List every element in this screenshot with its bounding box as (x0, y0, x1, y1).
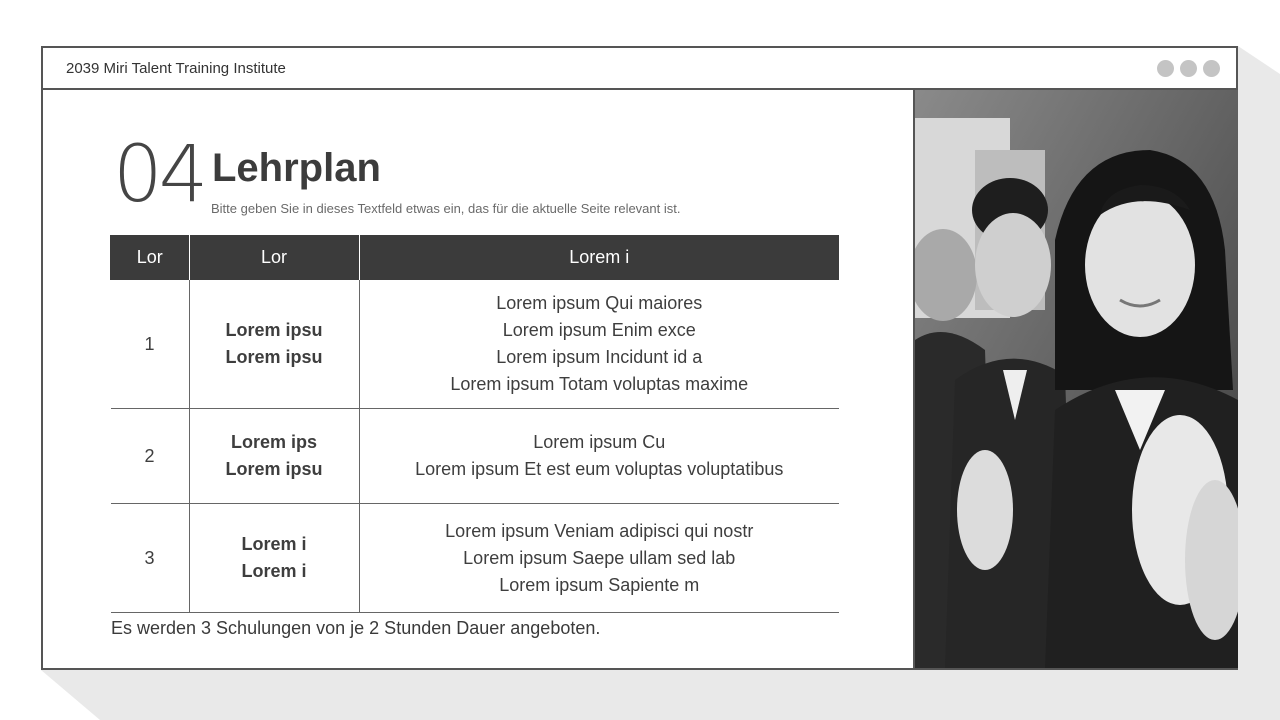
course-desc-line: Lorem ipsum Cu (533, 432, 666, 452)
training-photo-illustration (915, 90, 1238, 668)
course-name-cell (189, 504, 359, 613)
page-subtitle: Bitte geben Sie in dieses Textfeld etwas ein, das für die aktuelle Seite relevant ist. (211, 201, 681, 216)
window-controls (1157, 60, 1220, 77)
course-name-line: Lorem ipsu (225, 347, 323, 367)
course-name-line: Lorem ipsu (225, 320, 323, 340)
column-header: Lorem i (359, 235, 839, 280)
table-row (111, 280, 840, 409)
window-dot-icon[interactable] (1157, 60, 1174, 77)
course-desc-line: Lorem ipsum Qui maiores (496, 293, 703, 313)
table-row (111, 504, 840, 613)
course-desc-line: Lorem ipsum Incidunt id a (496, 347, 703, 367)
course-name-line: Lorem i (241, 534, 307, 554)
course-desc-line: Lorem ipsum Totam voluptas maxime (450, 374, 749, 394)
footnote: Es werden 3 Schulungen von je 2 Stunden Dauer angeboten. (111, 618, 601, 638)
column-header: Lor (111, 235, 190, 280)
course-name-cell (189, 280, 359, 409)
table-header-row (111, 235, 840, 280)
course-desc-cell (359, 280, 839, 409)
course-desc-line: Lorem ipsum Sapiente m (499, 574, 700, 595)
slide-window (41, 46, 1238, 670)
course-name-cell (189, 409, 359, 504)
course-desc-line: Lorem ipsum Enim exce (502, 320, 696, 340)
table-row (111, 409, 840, 504)
training-photo (913, 90, 1238, 668)
course-desc-line: Lorem ipsum Saepe ullam sed lab (463, 547, 736, 568)
course-desc-cell (359, 409, 839, 504)
row-number: 3 (111, 504, 190, 613)
row-number: 2 (111, 409, 190, 504)
course-name-line: Lorem ips (230, 432, 318, 452)
window-dot-icon[interactable] (1180, 60, 1197, 77)
column-header: Lor (189, 235, 359, 280)
course-desc-line: Lorem ipsum Veniam adipisci qui nostr (445, 520, 754, 541)
title-bar (43, 48, 1236, 90)
row-number: 1 (111, 280, 190, 409)
course-desc-line: Lorem ipsum Et est eum voluptas voluptatibus (415, 459, 784, 479)
curriculum-table (110, 235, 839, 613)
window-title: 2039 Miri Talent Training Institute (66, 60, 286, 77)
course-desc-cell (359, 504, 839, 613)
course-name-line: Lorem i (241, 561, 307, 581)
page-title: Lehrplan (212, 146, 381, 190)
course-name-line: Lorem ipsu (225, 459, 323, 479)
section-number: 04 (113, 130, 205, 220)
window-dot-icon[interactable] (1203, 60, 1220, 77)
